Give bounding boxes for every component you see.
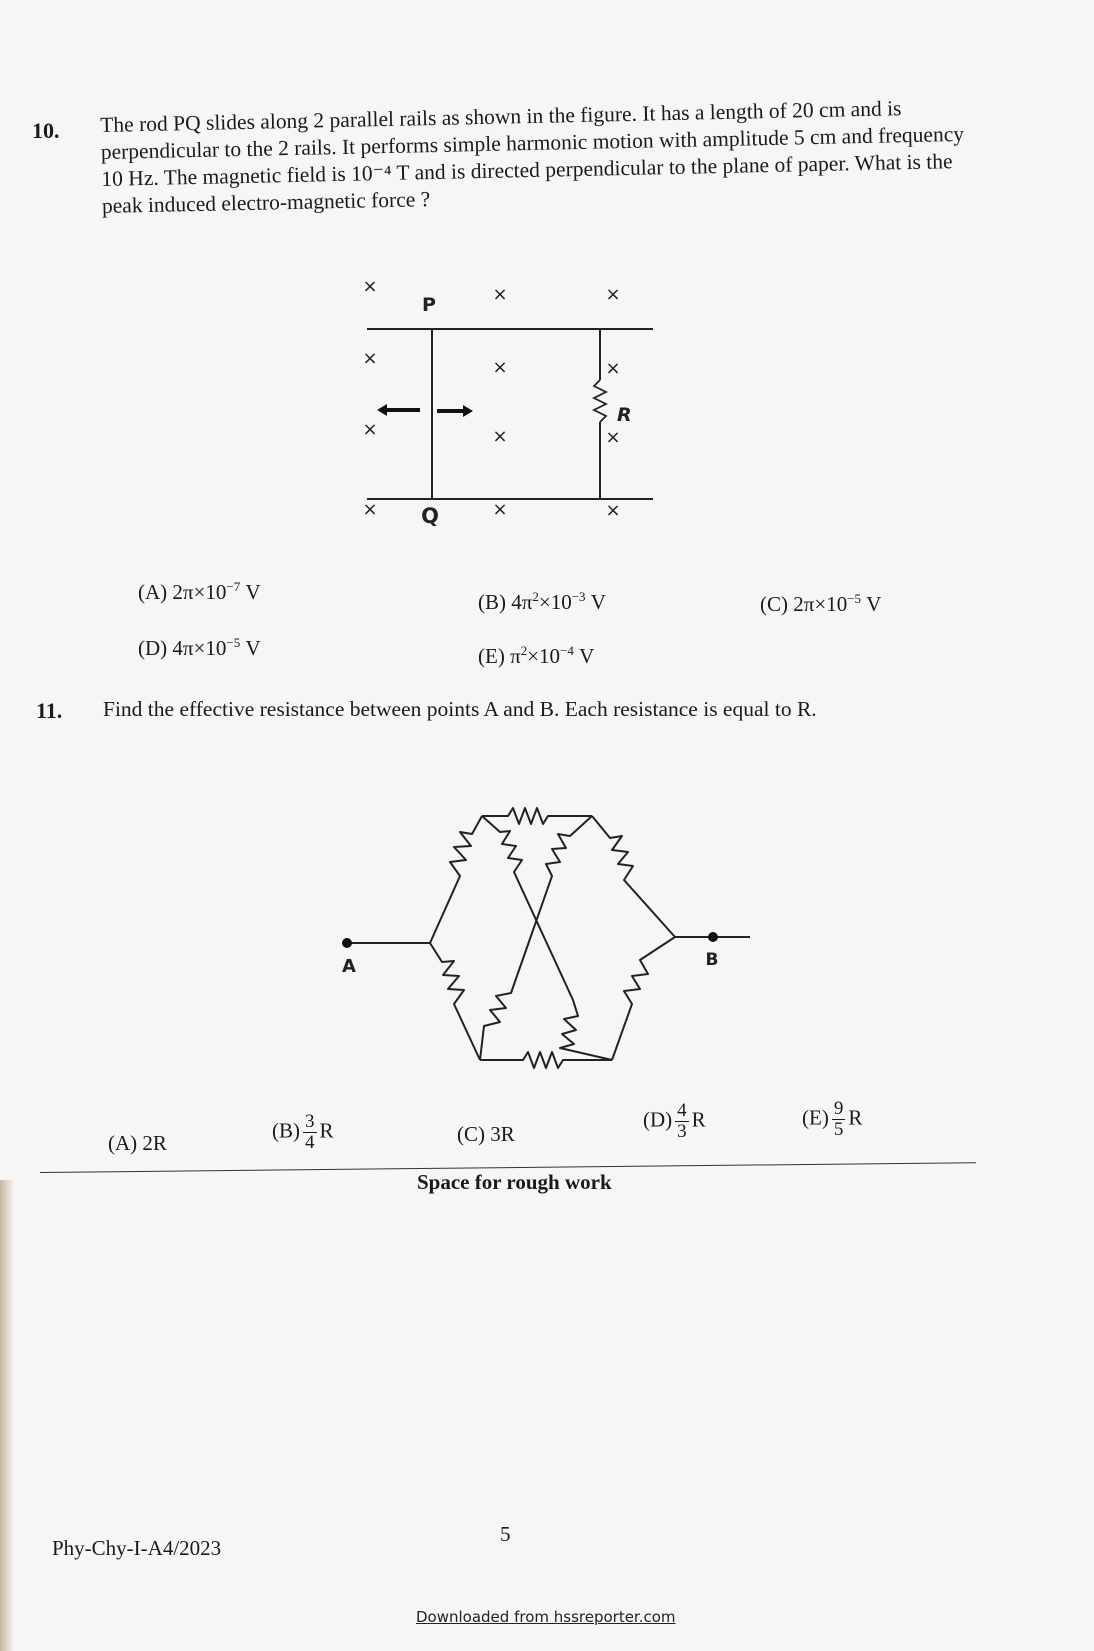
- option-value: 4π×10: [172, 636, 227, 660]
- option-exponent: −5: [847, 591, 862, 606]
- fraction-numerator: 3: [305, 1111, 315, 1132]
- option-label: (A): [108, 1131, 138, 1155]
- option-label: (B): [272, 1118, 300, 1143]
- option-unit: V: [590, 590, 606, 614]
- resistor-upper-left: [430, 816, 482, 943]
- option-unit: V: [245, 580, 261, 604]
- option-label: (C): [760, 592, 788, 616]
- resistor-top: [482, 808, 592, 824]
- q11-option-d[interactable]: [643, 1101, 706, 1142]
- question-10-number: 10.: [32, 118, 60, 143]
- option-value: 2π×10: [172, 580, 227, 604]
- rough-work-label: Space for rough work: [417, 1170, 612, 1194]
- field-cross: ×: [362, 419, 378, 440]
- fraction-denominator: 5: [833, 1119, 844, 1140]
- fraction: [303, 1112, 317, 1153]
- q10-option-b[interactable]: [478, 590, 606, 615]
- fraction: [832, 1099, 846, 1140]
- field-cross: ×: [605, 358, 621, 379]
- field-cross: ×: [362, 499, 378, 520]
- q10-option-d[interactable]: [138, 636, 261, 661]
- question-11-text: Find the effective resistance between points A and B. Each resistance is equal to R.: [103, 697, 817, 721]
- fraction-numerator: 9: [833, 1098, 844, 1119]
- fraction-denominator: 3: [677, 1121, 687, 1142]
- resistor-cross-2: [480, 816, 592, 1060]
- q10-option-c[interactable]: [760, 592, 881, 617]
- field-cross: ×: [605, 284, 621, 305]
- label-p: P: [422, 294, 436, 316]
- option-unit: V: [866, 592, 882, 616]
- download-link[interactable]: Downloaded from hssreporter.com: [416, 1608, 676, 1626]
- option-unit: R: [319, 1118, 334, 1143]
- option-value: 2π×10: [793, 592, 848, 616]
- sliding-rod-figure: [345, 282, 665, 542]
- paper-code: Phy-Chy-I-A4/2023: [52, 1536, 222, 1560]
- field-cross: ×: [492, 357, 508, 378]
- question-11-number: 11.: [36, 698, 63, 723]
- resistor-bottom: [480, 1052, 612, 1068]
- resistor-lower-right: [612, 937, 675, 1060]
- q10-option-a[interactable]: [138, 580, 261, 605]
- option-square: 2: [532, 589, 539, 604]
- option-exponent: −4: [560, 643, 574, 658]
- field-cross: ×: [492, 426, 508, 447]
- fraction-numerator: 4: [677, 1100, 687, 1121]
- option-label: (E): [802, 1105, 829, 1130]
- option-label: (B): [478, 590, 506, 614]
- question-10-text: The rod PQ slides along 2 parallel rails as shown in the figure. It has a length of 20 cm and is perpendicular to the 2 rails. It performs simple harmonic motion with amplitude 5 cm and frequency 10 Hz. The magnetic field is 10⁻⁴ T and is directed perpendicular to the plane of paper. What is the peak induced electro-magnetic force ?: [100, 96, 965, 218]
- q11-option-a[interactable]: [108, 1131, 167, 1156]
- resistor-network-figure: [320, 790, 770, 1080]
- option-label: (D): [138, 636, 168, 660]
- page-edge-shadow: [0, 1180, 14, 1651]
- field-cross: ×: [492, 499, 508, 520]
- field-cross: ×: [362, 282, 378, 297]
- fraction: [675, 1101, 689, 1142]
- option-unit: V: [579, 644, 595, 668]
- option-value-tail: ×10: [538, 590, 572, 614]
- terminal-b-dot: [708, 932, 718, 942]
- option-exponent: −7: [226, 579, 241, 594]
- left-arrow-head: [377, 404, 387, 416]
- option-unit: R: [848, 1105, 863, 1130]
- label-b: B: [705, 950, 719, 970]
- page-number: 5: [500, 1522, 511, 1546]
- field-cross: ×: [492, 284, 508, 305]
- q11-option-b[interactable]: [272, 1112, 334, 1153]
- option-value: π: [510, 644, 521, 668]
- option-value: 3R: [490, 1122, 515, 1146]
- field-cross: ×: [605, 500, 621, 521]
- resistor-upper-right: [592, 816, 675, 937]
- q11-option-e[interactable]: [802, 1099, 862, 1140]
- label-a: A: [342, 956, 356, 977]
- option-exponent: −5: [226, 635, 241, 650]
- label-q: Q: [421, 504, 439, 528]
- field-cross: ×: [605, 427, 621, 448]
- option-unit: V: [245, 636, 261, 660]
- option-label: (D): [643, 1107, 673, 1132]
- option-value-tail: ×10: [527, 644, 561, 668]
- right-arrow-head: [463, 405, 473, 417]
- option-value: 2R: [142, 1131, 167, 1155]
- resistor-cross-1: [482, 816, 612, 1060]
- q11-option-c[interactable]: [457, 1122, 515, 1147]
- option-value: 4π: [511, 590, 533, 614]
- field-cross: ×: [362, 348, 378, 369]
- q10-option-e[interactable]: [478, 644, 594, 669]
- fraction-denominator: 4: [305, 1132, 315, 1153]
- resistor-lower-left: [430, 943, 480, 1060]
- option-label: (C): [457, 1122, 485, 1146]
- label-r: R: [617, 404, 632, 426]
- option-exponent: −3: [571, 589, 586, 604]
- option-unit: R: [691, 1107, 706, 1132]
- resistor-r: [594, 380, 606, 422]
- terminal-a-dot: [342, 938, 352, 948]
- option-label: (A): [138, 580, 168, 604]
- option-square: 2: [520, 643, 528, 658]
- option-label: (E): [478, 644, 505, 668]
